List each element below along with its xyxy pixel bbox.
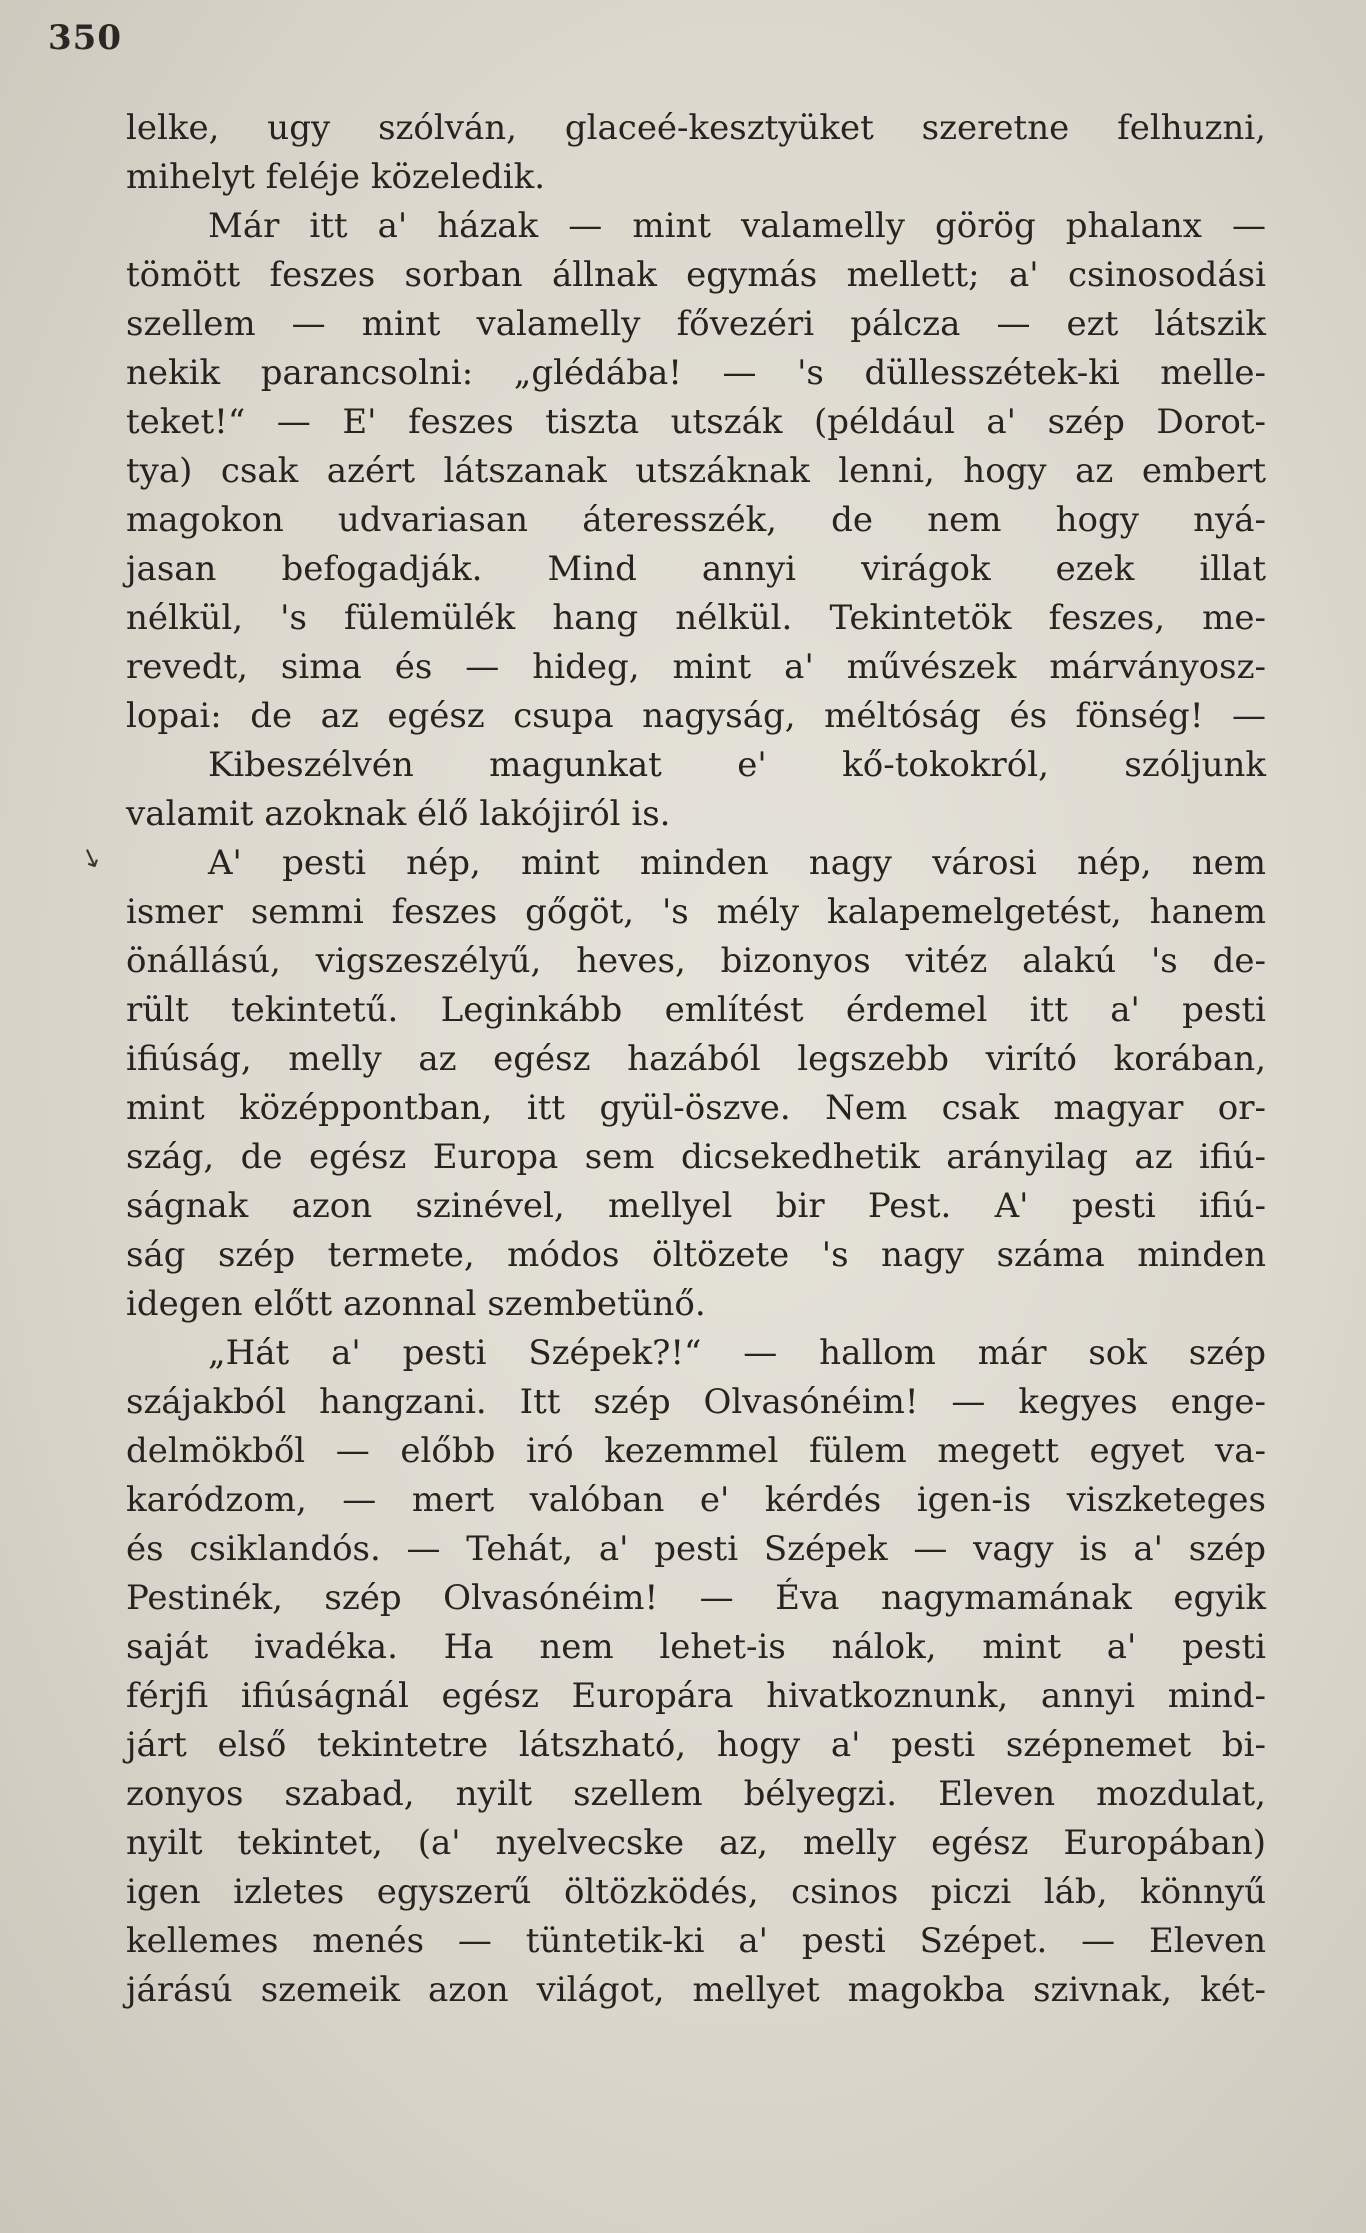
- body-text: [126, 104, 1266, 2015]
- text-line: saját ivadéka. Ha nem lehet-is nálok, mint a' pesti: [126, 1627, 1266, 1667]
- text-line: ismer semmi feszes gőgöt, 's mély kalapemelgetést, hanem: [126, 892, 1266, 932]
- text-line: tya) csak azért látszanak utszáknak lenni, hogy az embert: [126, 451, 1266, 491]
- text-line: mihelyt feléje közeledik.: [126, 157, 546, 197]
- text-line: igen izletes egyszerű öltözködés, csinos piczi láb, könnyű: [126, 1872, 1266, 1912]
- text-line: jasan befogadják. Mind annyi virágok ezek illat: [126, 549, 1266, 589]
- text-line: idegen előtt azonnal szembetünő.: [126, 1284, 706, 1324]
- text-line: tömött feszes sorban állnak egymás mellett; a' csinosodási: [126, 255, 1266, 295]
- text-line: magokon udvariasan áteresszék, de nem hogy nyá-: [126, 500, 1266, 540]
- text-line: járású szemeik azon világot, mellyet magokba szivnak, két-: [126, 1970, 1266, 2010]
- text-line: szájakból hangzani. Itt szép Olvasónéim! — kegyes enge-: [126, 1382, 1266, 1422]
- text-line: önállású, vigszeszélyű, heves, bizonyos vitéz alakú 's de-: [126, 941, 1266, 981]
- text-line: valamit azoknak élő lakójiról is.: [126, 794, 671, 834]
- text-line: kellemes menés — tüntetik-ki a' pesti Szépet. — Eleven: [126, 1921, 1266, 1961]
- text-line: és csiklandós. — Tehát, a' pesti Szépek — vagy is a' szép: [126, 1529, 1266, 1569]
- text-line: nekik parancsolni: „glédába! — 's düllesszétek-ki melle-: [126, 353, 1266, 393]
- text-line: rült tekintetű. Leginkább említést érdemel itt a' pesti: [126, 990, 1266, 1030]
- text-line: nélkül, 's fülemülék hang nélkül. Tekintetök feszes, me-: [126, 598, 1266, 638]
- text-line: szellem — mint valamelly fővezéri pálcza — ezt látszik: [126, 304, 1266, 344]
- text-line: lopai: de az egész csupa nagyság, méltóság és fönség! —: [126, 696, 1266, 736]
- text-line: járt első tekintetre látszható, hogy a' pesti szépnemet bi-: [126, 1725, 1266, 1765]
- text-line: lelke, ugy szólván, glaceé-kesztyüket szeretne felhuzni,: [126, 108, 1266, 148]
- text-line: karódzom, — mert valóban e' kérdés igen-is viszketeges: [126, 1480, 1266, 1520]
- text-line: Kibeszélvén magunkat e' kő-tokokról, szóljunk: [208, 745, 1266, 785]
- text-line: ságnak azon szinével, mellyel bir Pest. A' pesti ifiú-: [126, 1186, 1266, 1226]
- text-line: Pestinék, szép Olvasónéim! — Éva nagymamának egyik: [126, 1578, 1266, 1618]
- text-line: mint középpontban, itt gyül-öszve. Nem csak magyar or-: [126, 1088, 1266, 1128]
- text-line: „Hát a' pesti Szépek?!“ — hallom már sok szép: [208, 1333, 1266, 1373]
- text-line: A' pesti nép, mint minden nagy városi nép, nem: [208, 843, 1266, 883]
- text-line: zonyos szabad, nyilt szellem bélyegzi. Eleven mozdulat,: [126, 1774, 1266, 1814]
- text-line: férjfi ifiúságnál egész Europára hivatkoznunk, annyi mind-: [126, 1676, 1266, 1716]
- text-line: revedt, sima és — hideg, mint a' művészek márványosz-: [126, 647, 1266, 687]
- margin-pencil-mark: ↘: [75, 840, 107, 876]
- text-line: Már itt a' házak — mint valamelly görög phalanx —: [208, 206, 1266, 246]
- text-line: ifiúság, melly az egész hazából legszebb virító korában,: [126, 1039, 1266, 1079]
- text-line: ság szép termete, módos öltözete 's nagy száma minden: [126, 1235, 1266, 1275]
- page-number: 350: [48, 18, 122, 58]
- text-line: szág, de egész Europa sem dicsekedhetik arányilag az ifiú-: [126, 1137, 1266, 1177]
- text-line: teket!“ — E' feszes tiszta utszák (például a' szép Dorot-: [126, 402, 1266, 442]
- text-line: nyilt tekintet, (a' nyelvecske az, melly egész Europában): [126, 1823, 1266, 1863]
- text-line: delmökből — előbb iró kezemmel fülem megett egyet va-: [126, 1431, 1266, 1471]
